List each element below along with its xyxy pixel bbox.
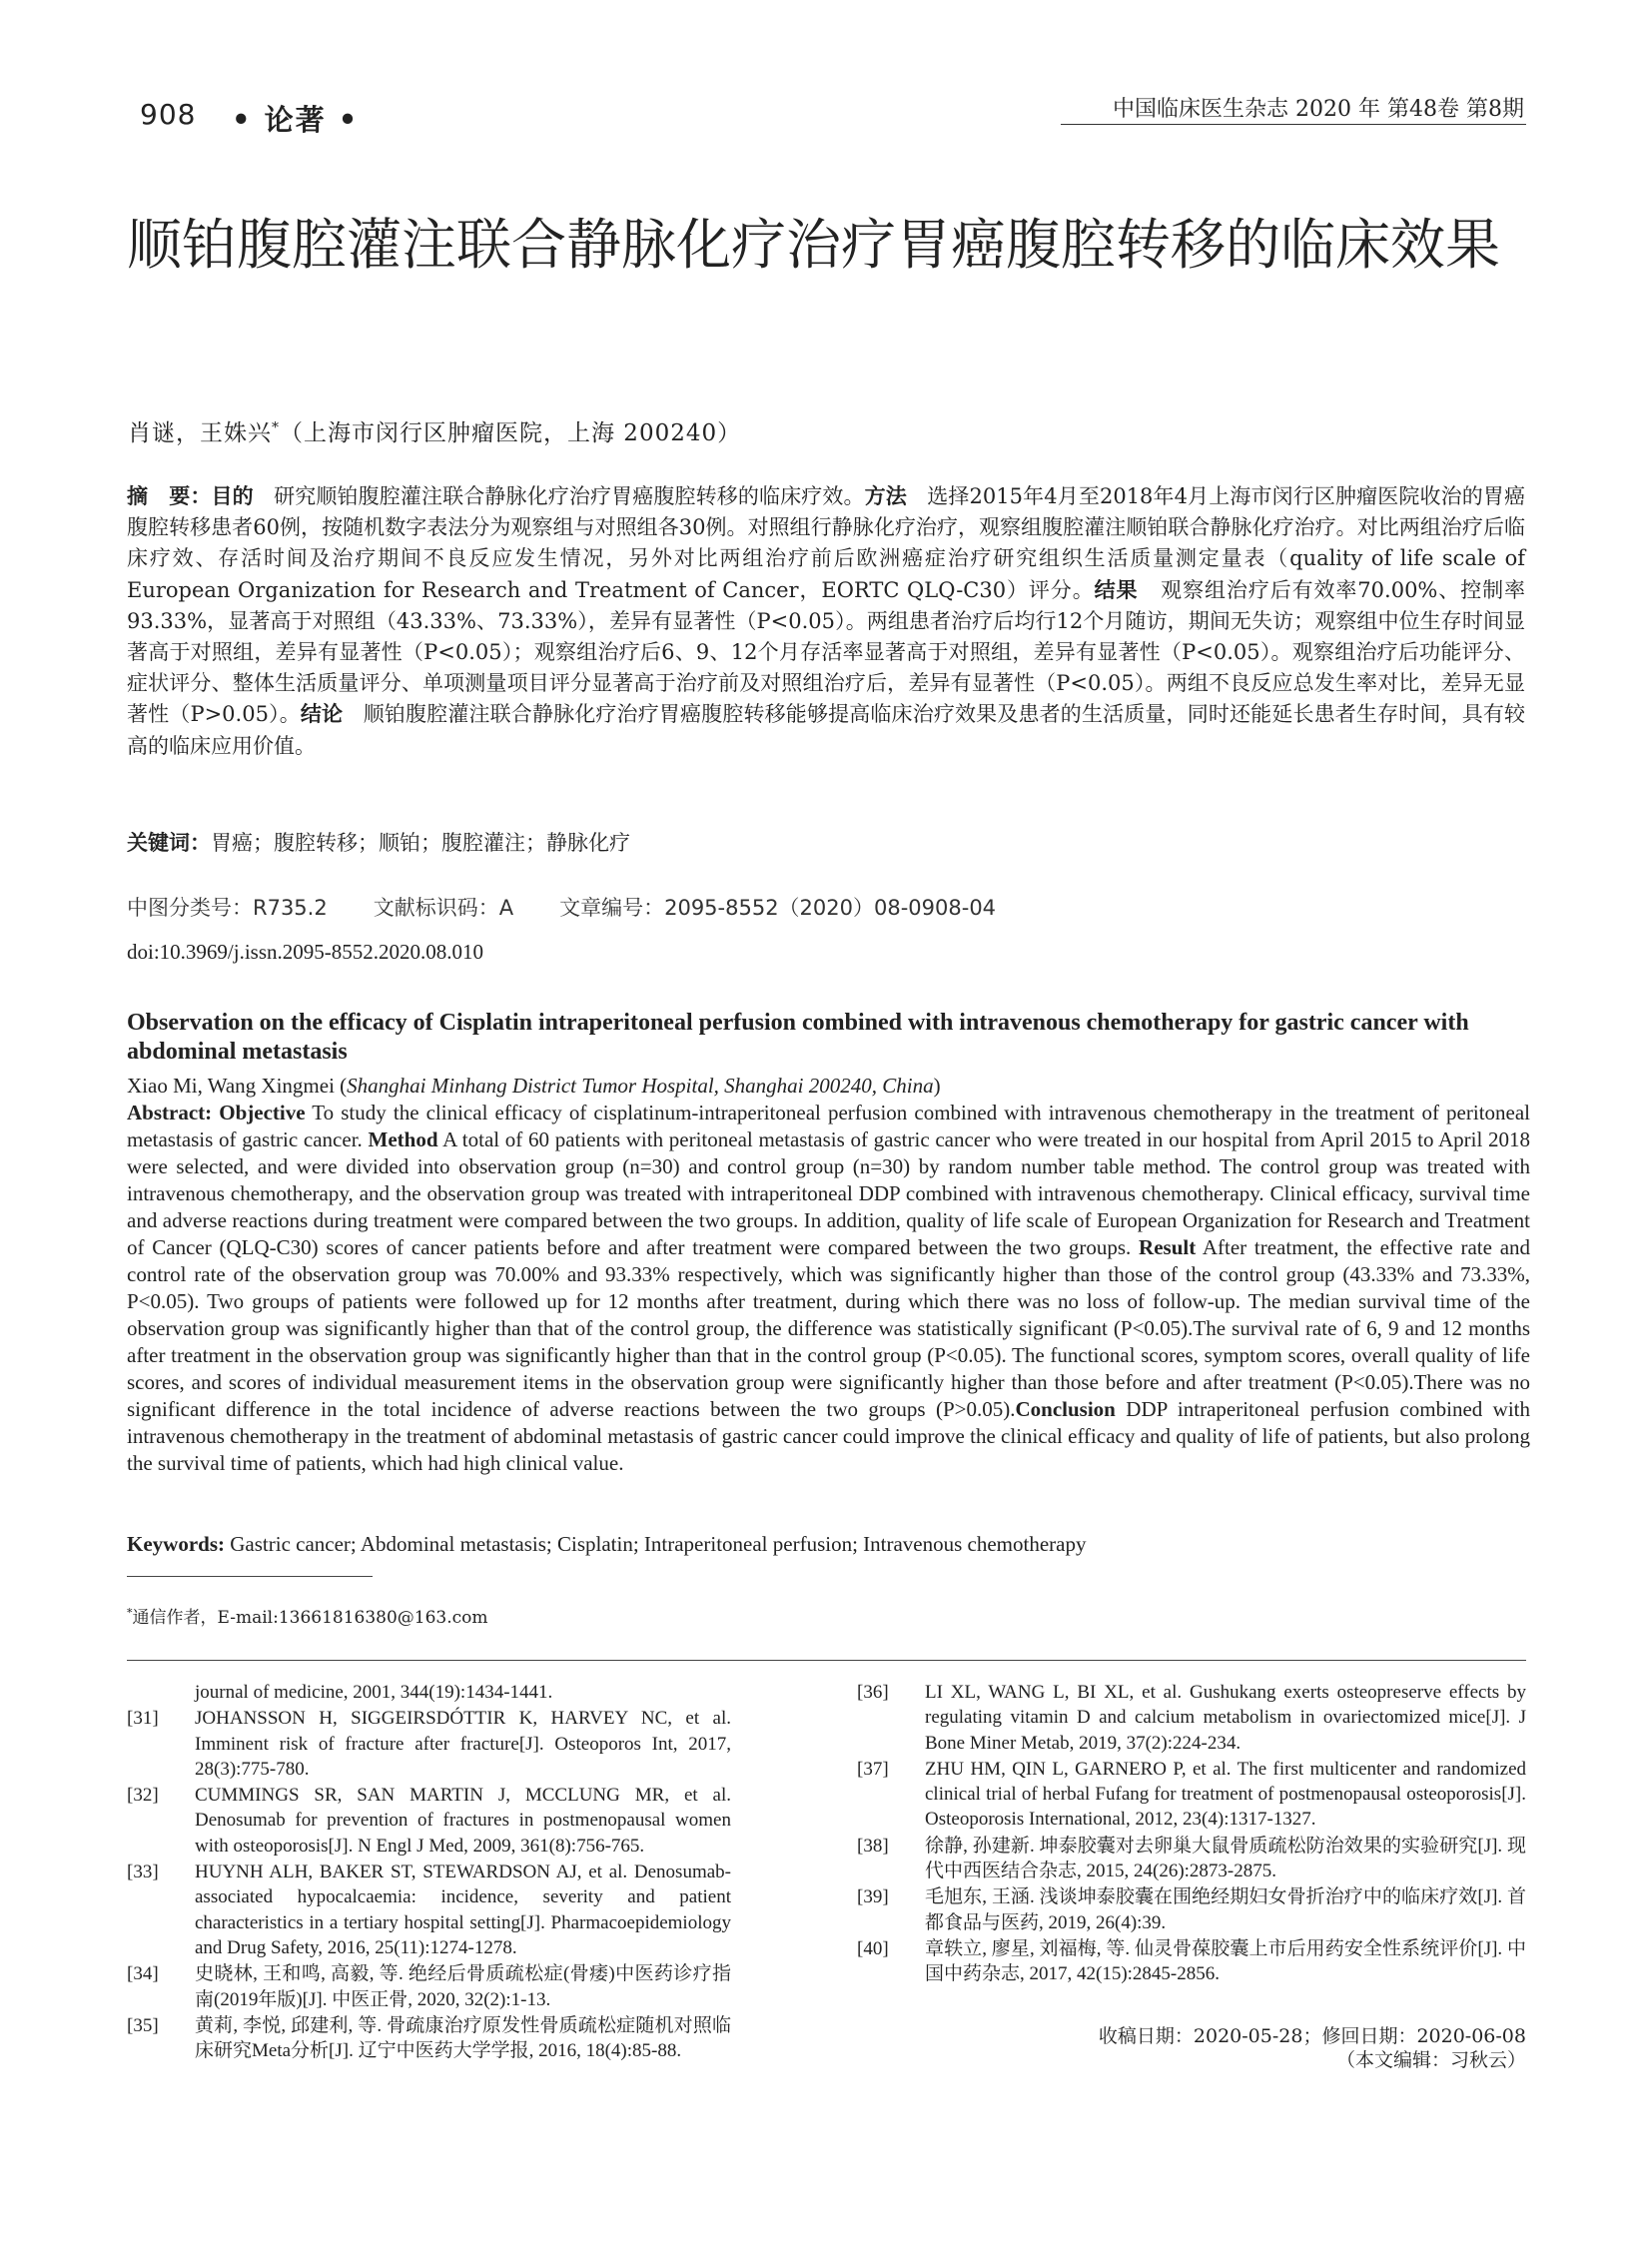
objective-text-cn: 研究顺铂腹腔灌注联合静脉化疗治疗胃癌腹腔转移的临床疗效。 — [274, 484, 865, 508]
author-names-cn: 肖谜，王姝兴 — [128, 420, 272, 446]
result-label-en: Result — [1139, 1235, 1197, 1259]
reference-item — [127, 1680, 731, 1705]
method-label-cn: 方法 — [864, 484, 907, 508]
reference-number: [36] — [857, 1682, 889, 1703]
result-label-cn: 结果 — [1094, 577, 1139, 602]
reference-number: [38] — [857, 1835, 889, 1857]
method-text-en: A total of 60 patients with peritoneal metastasis of gastric cancer who were treated in our hospital from April 2015 to April 2018 were selected, and were divided into observation group (n=30) and control group (n=30) by random number table method. The control group was treated with intravenous chemotherapy, and the observation group was treated with intraperitoneal DDP combined with intravenous chemotherapy. Clinical efficacy, survival time and adverse reactions during treatment were compared between the two groups. In addition, quality of life scale of European Organization for Research and Treatment of Cancer (QLQ-C30) scores of cancer patients before and after treatment were compared between the two groups. — [127, 1127, 1531, 1259]
reference-item — [127, 1961, 731, 2012]
reference-number: [39] — [857, 1886, 889, 1908]
footnote-text: 通信作者，E-mail:13661816380@163.com — [132, 1608, 488, 1628]
footnote — [127, 1603, 488, 1628]
reference-text: ZHU HM, QIN L, GARNERO P, et al. The first multicenter and randomized clinical trial of herbal Fufang for treatment of postmenopausal osteoporosis[J]. Osteoporosis International, 2012, 23(4):1317-1327. — [925, 1758, 1526, 1831]
reference-number: [37] — [857, 1758, 889, 1780]
conclusion-text-cn: 顺铂腹腔灌注联合静脉化疗治疗胃癌腹腔转移能够提高临床治疗效果及患者的生活质量，同时还能延长患者生存时间，具有较高的临床应用价值。 — [127, 702, 1526, 758]
affiliation-cn: （上海市闵行区肿瘤医院，上海 200240） — [280, 420, 742, 446]
reference-text: JOHANSSON H, SIGGEIRSDÓTTIR K, HARVEY NC, et al. Imminent risk of fracture after fracture[J]. Osteoporos Int, 2017, 28(3):775-780. — [195, 1708, 731, 1780]
objective-label-en: Objective — [219, 1101, 306, 1124]
references-left-column — [127, 1680, 731, 2064]
footnote-rule — [127, 1576, 373, 1577]
reference-number: [40] — [857, 1937, 889, 1959]
reference-number: [31] — [127, 1708, 159, 1730]
reference-text: journal of medicine, 2001, 344(19):1434-1441. — [195, 1682, 553, 1703]
result-text-en: After treatment, the effective rate and control rate of the observation group was 70.00% and 93.33% respectively, which was significantly higher than those of the control group (43.33% and 73.33%, P<0.05). Two groups of patients were followed up for 12 months after treatment, during which there was no loss of follow-up. The median survival time of the observation group was significantly higher than that of the control group, the difference was statistically significant (P<0.05).The survival rate of 6, 9 and 12 months after treatment in the observation group was significantly higher than that in the control group (P<0.05). The functional scores, symptom scores, overall quality of life scores, and scores of individual measurement items in the observation group were significantly higher than those before and after treatment (P<0.05).There was no significant difference in the total incidence of adverse reactions between the two groups (P>0.05). — [127, 1235, 1531, 1421]
abstract-label-cn: 摘 要： — [127, 484, 212, 508]
clc-number: 中图分类号：R735.2 — [127, 896, 328, 920]
reference-item — [857, 1757, 1526, 1833]
reference-item — [857, 1834, 1526, 1884]
conclusion-text-en: DDP intraperitoneal perfusion combined with intravenous chemotherapy in the treatment of abdominal metastasis of gastric cancer could improve the clinical efficacy and quality of life of patients, but also prolong the survival time of patients, which had high clinical value. — [127, 1397, 1530, 1475]
abstract-en — [127, 1100, 1530, 1477]
reference-item — [127, 1783, 731, 1859]
reference-text: 徐静, 孙建新. 坤泰胶囊对去卵巢大鼠骨质疏松防治效果的实验研究[J]. 现代中西医结合杂志, 2015, 24(26):2873-2875. — [925, 1835, 1526, 1882]
classification-line — [127, 892, 1042, 922]
objective-text-en: To study the clinical efficacy of cisplatinum-intraperitoneal perfusion combined with intravenous chemotherapy in the treatment of peritoneal metastasis of gastric cancer. — [127, 1101, 1530, 1151]
reference-text: 章轶立, 廖星, 刘福梅, 等. 仙灵骨葆胶囊上市后用药安全性系统评价[J]. 中国中药杂志, 2017, 42(15):2845-2856. — [925, 1937, 1526, 1985]
abstract-label-en: Abstract: — [127, 1101, 213, 1124]
reference-text: 史晓林, 王和鸣, 高毅, 等. 绝经后骨质疏松症(骨痿)中医药诊疗指南(2019年版)[J]. 中医正骨, 2020, 32(2):1-13. — [195, 1963, 731, 2010]
references-right-column — [857, 1680, 1526, 1988]
objective-label-cn: 目的 — [211, 484, 254, 508]
reference-text: LI XL, WANG L, BI XL, et al. Gushukang exerts osteopreserve effects by regulating vitamin D and calcium metabolism in ovariectomized mice[J]. J Bone Miner Metab, 2019, 37(2):224-234. — [925, 1682, 1526, 1754]
abstract-cn — [127, 481, 1525, 762]
section-divider — [127, 1660, 1526, 1661]
keywords-label-cn: 关键词： — [127, 831, 211, 855]
reference-item — [857, 1936, 1526, 1987]
editor-credit: （本文编辑：习秋云） — [1335, 2049, 1526, 2071]
keywords-text-en: Gastric cancer; Abdominal metastasis; Cisplatin; Intraperitoneal perfusion; Intravenous chemotherapy — [230, 1532, 1087, 1556]
reference-number: [34] — [127, 1963, 159, 1985]
footnote-mark: * — [127, 1606, 133, 1620]
article-number: 文章编号：2095-8552（2020）08-0908-04 — [559, 896, 997, 920]
reference-text: 毛旭东, 王涵. 浅谈坤泰胶囊在围绝经期妇女骨折治疗中的临床疗效[J]. 首都食品与医药, 2019, 26(4):39. — [925, 1886, 1526, 1933]
reference-item — [857, 1884, 1526, 1935]
keywords-en — [127, 1532, 1087, 1557]
reference-item — [127, 1860, 731, 1960]
authors-cn — [128, 414, 741, 447]
doi[interactable]: doi:10.3969/j.issn.2095-8552.2020.08.010 — [127, 940, 484, 964]
keywords-label-en: Keywords: — [127, 1532, 225, 1556]
reference-number: [33] — [127, 1862, 159, 1883]
article-title-cn: 顺铂腹腔灌注联合静脉化疗治疗胃癌腹腔转移的临床效果 — [127, 213, 1501, 277]
conclusion-label-en: Conclusion — [1015, 1397, 1116, 1421]
keywords-cn — [127, 827, 630, 857]
keywords-text-cn: 胃癌；腹腔转移；顺铂；腹腔灌注；静脉化疗 — [211, 831, 630, 855]
received-revised-dates: 收稿日期：2020-05-28；修回日期：2020-06-08 — [1098, 2025, 1526, 2047]
page-number: 908 — [140, 98, 197, 131]
authors-en — [127, 1074, 941, 1099]
conclusion-label-cn: 结论 — [300, 702, 344, 727]
reference-item — [857, 1680, 1526, 1756]
journal-header: 中国临床医生杂志 2020 年 第48卷 第8期 — [1113, 97, 1524, 122]
reference-number: [32] — [127, 1785, 159, 1807]
result-text-cn: 观察组治疗后有效率70.00%、控制率93.33%，显著高于对照组（43.33%、73.33%），差异有显著性（P<0.05）。两组患者治疗后均行12个月随访，期间无失访；观察组中位生存时间显著高于对照组，差异有显著性（P<0.05）；观察组治疗后6、9、12个月存活率显著高于对照组，差异有显著性（P<0.05）。观察组治疗后功能评分、症状评分、整体生活质量评分、单项测量项目评分显著高于治疗前及对照组治疗后，差异有显著性（P<0.05）。两组不良反应总发生率对比，差异无显著性（P>0.05）。 — [127, 577, 1526, 727]
journal-header-rule — [1061, 124, 1526, 125]
affiliation-en: Shanghai Minhang District Tumor Hospital, Shanghai 200240, China — [347, 1074, 934, 1098]
reference-item — [127, 1706, 731, 1782]
article-title-en: Observation on the efficacy of Cisplatin intraperitoneal perfusion combined with intravenous chemotherapy for gastric cancer with abdominal metastasis — [127, 1010, 1469, 1065]
section-label: • 论著 • — [232, 103, 360, 137]
reference-text: CUMMINGS SR, SAN MARTIN J, MCCLUNG MR, et al. Denosumab for prevention of fractures in postmenopausal women with osteoporosis[J]. N Engl J Med, 2009, 361(8):756-765. — [195, 1785, 731, 1857]
reference-item — [127, 2013, 731, 2064]
method-text-cn: 选择2015年4月至2018年4月上海市闵行区肿瘤医院收治的胃癌腹腔转移患者60例，按随机数字表法分为观察组与对照组各30例。对照组行静脉化疗治疗，观察组腹腔灌注顺铂联合静脉化疗治疗。对比两组治疗后临床疗效、存活时间及治疗期间不良反应发生情况，另外对比两组治疗前后欧洲癌症治疗研究组织生活质量测定量表（quality of life scale of European Organization for Research and Treatment of Cancer，EORTC QLQ-C30）评分。 — [127, 484, 1526, 602]
reference-number: [35] — [127, 2014, 159, 2036]
method-label-en: Method — [368, 1127, 438, 1151]
author-names-en: Xiao Mi, Wang Xingmei ( — [127, 1074, 348, 1098]
document-code: 文献标识码：A — [373, 896, 514, 920]
reference-text: HUYNH ALH, BAKER ST, STEWARDSON AJ, et al. Denosumab-associated hypocalcaemia: incidence, severity and patient characteristics in a tertiary hospital setting[J]. Pharmacoepidemiology and Drug Safety, 2016, 25(11):1274-1278. — [195, 1862, 731, 1958]
reference-text: 黄莉, 李悦, 邱建利, 等. 骨疏康治疗原发性骨质疏松症随机对照临床研究Meta分析[J]. 辽宁中医药大学学报, 2016, 18(4):85-88. — [195, 2014, 731, 2062]
affiliation-close: ) — [933, 1074, 941, 1098]
corresponding-mark: * — [272, 419, 280, 436]
